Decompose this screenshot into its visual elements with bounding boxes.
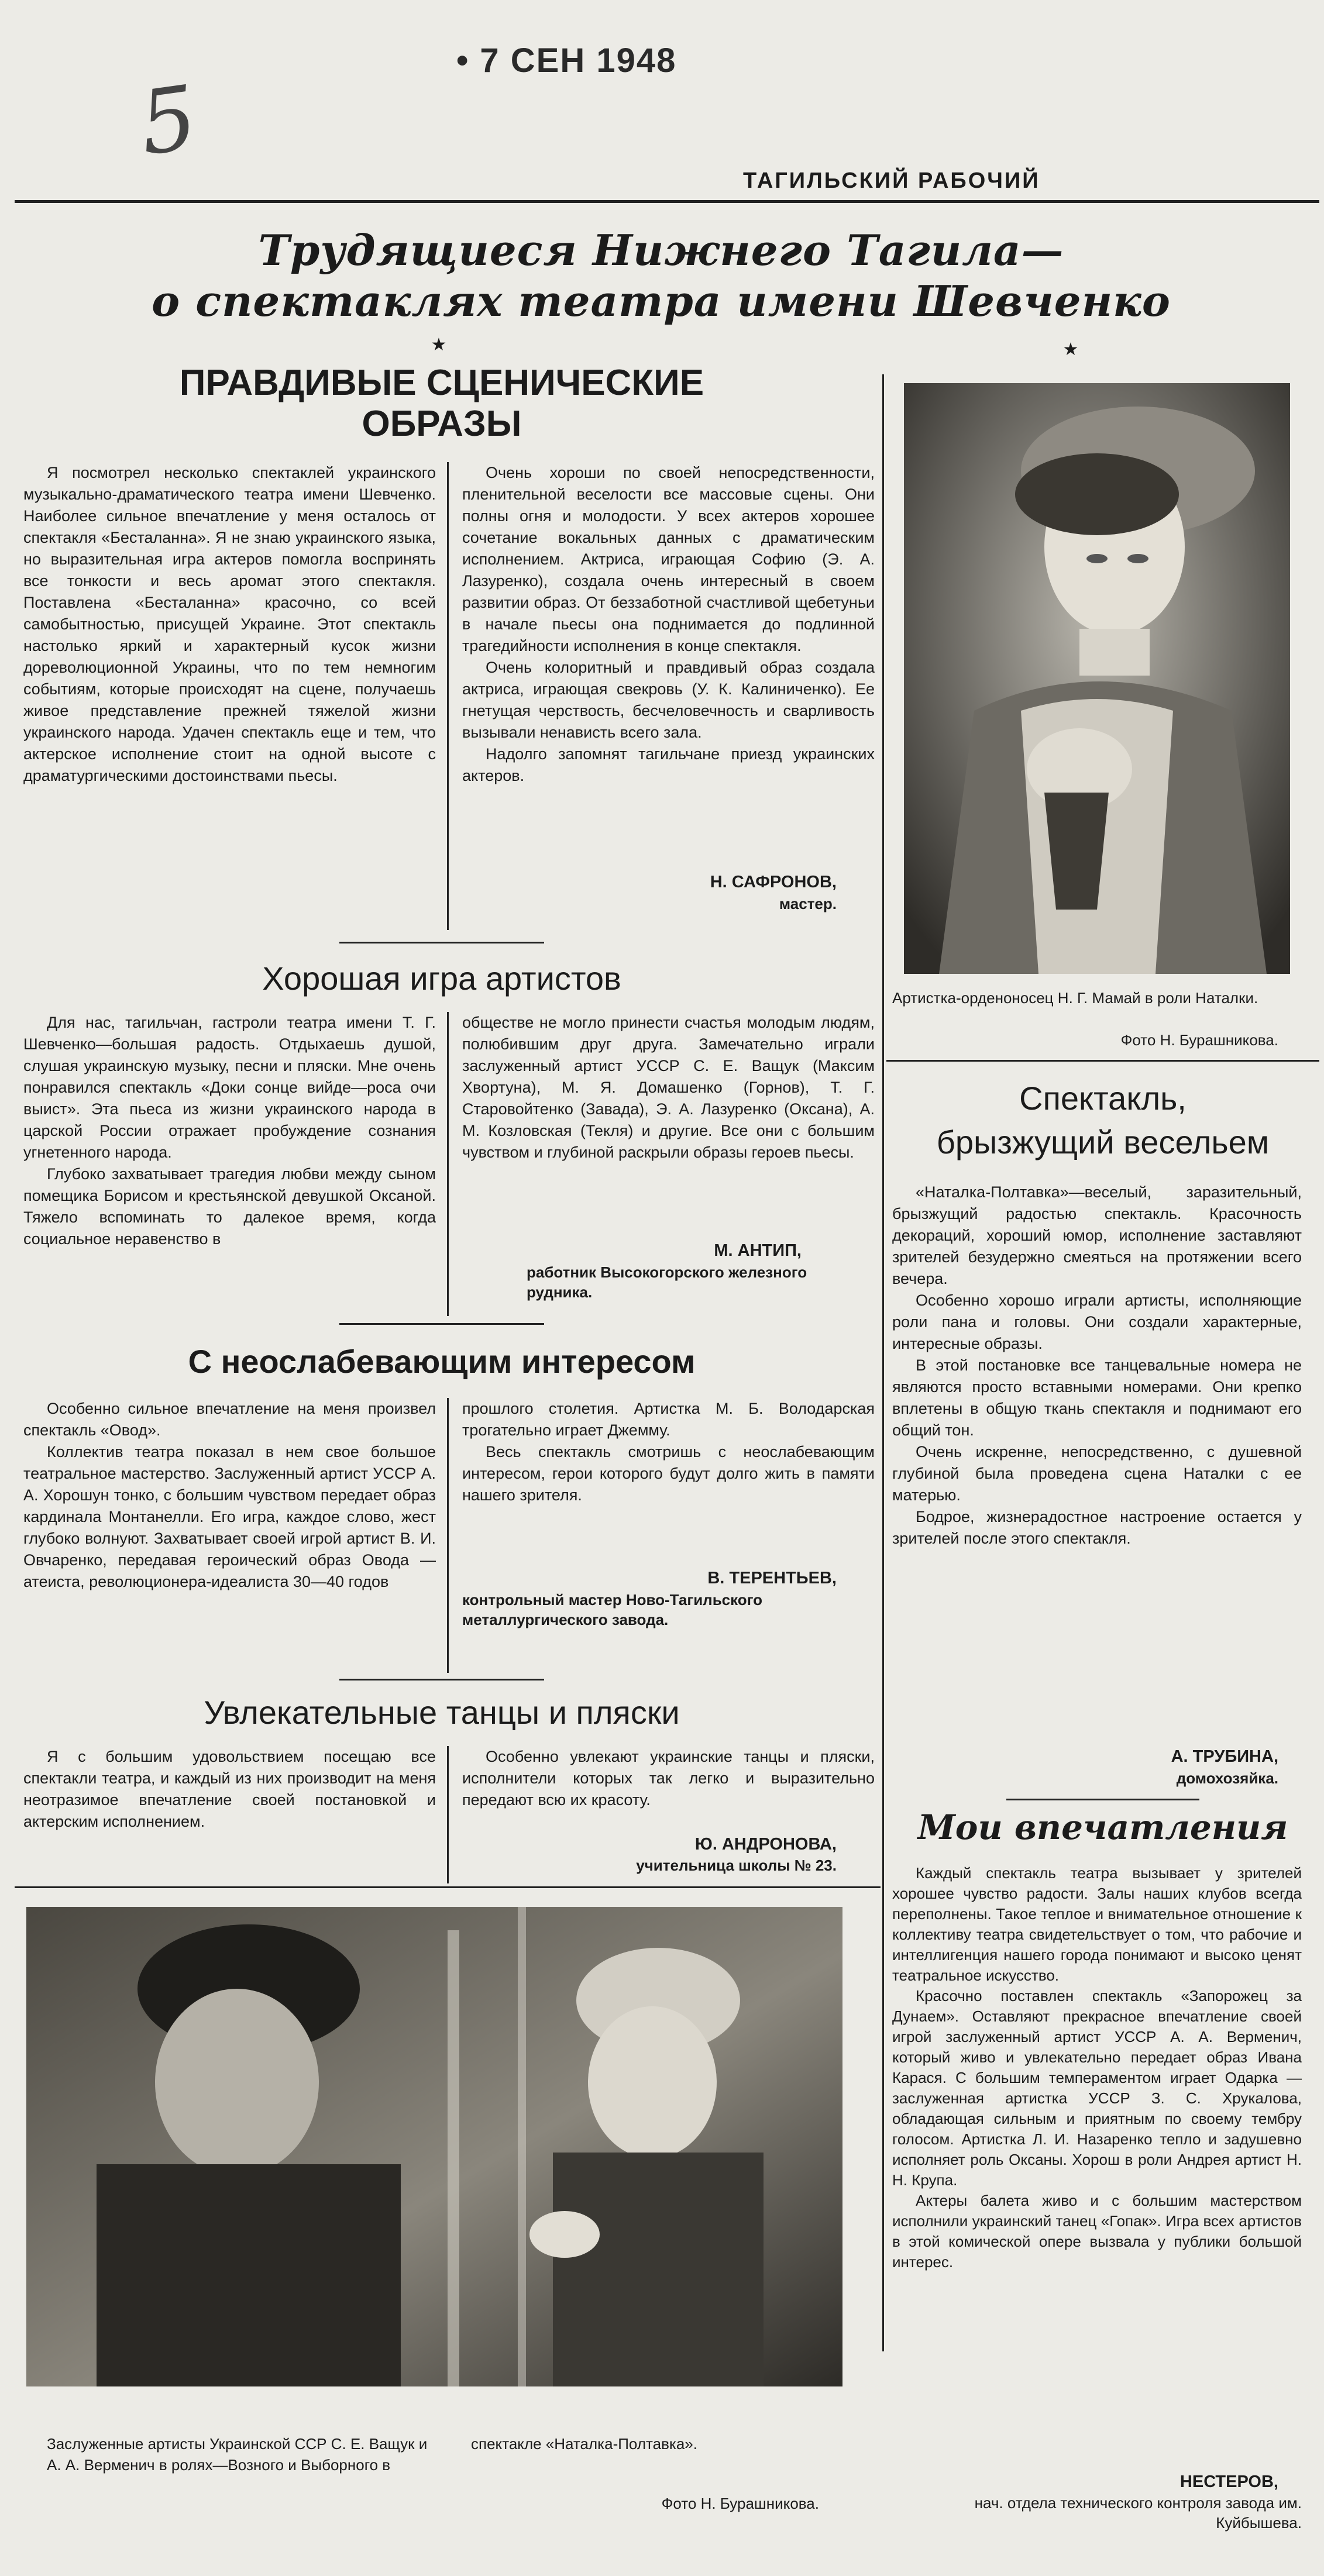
article6-signature: НЕСТЕРОВ,	[1179, 2472, 1278, 2491]
article6-para: Каждый спектакль театра вызывает у зрителей хорошее чувство радости. Залы наших клубов всегда переполнены. Такое теплое и внимательное отношение к коллективу театра свидетельствует о том, что рабочие и интеллигенция нашего города понимают и высоко ценят театральное искусство.	[892, 1864, 1302, 1984]
article1-role: мастер.	[779, 895, 837, 912]
article5-para: Очень искренне, непосредственно, с душевной глубиной была проведена сцена Наталки с ее матерью.	[892, 1443, 1302, 1504]
newspaper-name: ТАГИЛЬСКИЙ РАБОЧИЙ	[743, 168, 1040, 193]
header-rule	[15, 200, 1319, 203]
article5-para: Особенно хорошо играли артисты, исполняющие роли пана и головы. Они создали характерные, интересные образы.	[892, 1292, 1302, 1352]
photo2-credit: Фото Н. Бурашникова.	[661, 2495, 819, 2512]
star-ornament-right: ★	[1062, 340, 1079, 359]
article1-col2-para: Надолго запомнят тагильчане приезд украинских актеров.	[462, 745, 875, 784]
main-title-line1: Трудящиеся Нижнего Тагила—	[258, 225, 1064, 275]
portrait-illustration	[904, 383, 1290, 974]
star-ornament-left: ★	[431, 335, 447, 354]
page-column-divider	[882, 374, 884, 2351]
article1-title-line2: ОБРАЗЫ	[362, 404, 522, 444]
article3-signature: В. ТЕРЕНТЬЕВ,	[707, 1569, 837, 1587]
article1-col2-para: Очень хороши по своей непосредственности, пленительной веселости все массовые сцены. Они полны огня и молодости. У всех актеров хорошее сочетание вокальных данных с драматическим исполнением. Актриса, играющая Софию (Э. А. Лазуренко), создала очень интересный в своем развитии образ. От беззаботной счастливой щебетуньи в начале пьесы она поднимается до подлинной трагедийности исполнения в конце спектакля.	[462, 464, 875, 655]
article3-col1-para: Особенно сильное впечатление на меня произвел спектакль «Овод».	[23, 1400, 436, 1439]
article1-column1	[23, 462, 436, 787]
article4-col2-para: Особенно увлекают украинские танцы и пляски, исполнители которых так легко и выразительно передают всю их красоту.	[462, 1748, 875, 1809]
article3-col1-para: Коллектив театра показал в нем свое большое театральное мастерство. Заслуженный артист УССР А. А. Хорошун тонко, с большим чувством передает образ кардинала Монтанелли. Его игра, каждое слово, жест глубоко волнуют. Захватывает своей игрой артист В. И. Овчаренко, передавая героический образ Овода — атеиста, революционера-идеалиста 30—40 годов	[23, 1443, 436, 1590]
article6-title: Мои впечатления	[917, 1807, 1288, 1847]
article2-role: работник Высокогорского железного рудника.	[527, 1263, 807, 1301]
article2-title: Хорошая игра артистов	[262, 960, 621, 997]
article5-bottom-rule	[1006, 1799, 1199, 1800]
date-stamp: • 7 СЕН 1948	[456, 42, 677, 80]
column-divider	[447, 1012, 449, 1316]
article1-title-line1: ПРАВДИВЫЕ СЦЕНИЧЕСКИЕ	[179, 363, 704, 403]
photo-actors-vashchuk-vermenich	[26, 1907, 842, 2386]
article4-column2	[462, 1746, 875, 1811]
handwritten-page-mark: 5	[133, 67, 204, 175]
article3-title: С неослабевающим интересом	[188, 1343, 696, 1380]
article5-body	[892, 1182, 1302, 1549]
photo-actress-mamai	[904, 383, 1290, 974]
column-divider	[447, 462, 449, 930]
article1-signature: Н. САФРОНОВ,	[710, 873, 837, 891]
column-divider	[447, 1398, 449, 1673]
photo1-caption: Артистка-орденоносец Н. Г. Мамай в роли Наталки.	[892, 989, 1258, 1007]
article6-role: нач. отдела технического контроля завода им. Куйбышева.	[974, 2494, 1302, 2532]
article5-para: «Наталка-Полтавка»—веселый, заразительный, брызжущий радостью спектакль. Красочность декораций, хороший юмор, исполнение заставляют зрителей безудержно смеяться на протяжении всего вечера.	[892, 1183, 1302, 1287]
article5-para: В этой постановке все танцевальные номера не являются просто вставными номерами. Они крепко вплетены в общую ткань спектакля и поднимают его общий тон.	[892, 1356, 1302, 1439]
article4-title: Увлекательные танцы и пляски	[204, 1694, 680, 1731]
article5-signature: А. ТРУБИНА,	[1171, 1747, 1278, 1766]
article4-column1	[23, 1746, 436, 1833]
article2-col2-para: обществе не могло принести счастья молодым людям, полюбившим друг друга. Замечательно играли заслуженный артист УССР С. Е. Ващук (Максим Хвортуна), М. Я. Домашенко (Горнов), Т. Г. Старовойтенко (Завада), Э. А. Лазуренко (Оксана), А. М. Козловская (Текля) и другие. Все они с большим чувством и глубиной раскрыли образы героев пьесы.	[462, 1014, 875, 1161]
article2-column2	[462, 1012, 875, 1163]
article4-col1-para: Я с большим удовольствием посещаю все спектакли театра, и каждый из них производит на меня неотразимое впечатление своей постановкой и актерским исполнением.	[23, 1748, 436, 1830]
article5-title-line1: Спектакль,	[1019, 1080, 1187, 1117]
article2-col1-para: Для нас, тагильчан, гастроли театра имени Т. Г. Шевченко—большая радость. Отдыхаешь душой, слушая украинскую музыку, песни и пляски. Мне очень понравился спектакль «Доки сонце вийде—роса очи выист». Эта пьеса из жизни украинского народа в царской России отражает пробуждение сознания угнетенного народа.	[23, 1014, 436, 1161]
article2-column1	[23, 1012, 436, 1250]
photo1-credit: Фото Н. Бурашникова.	[1120, 1031, 1278, 1049]
article3-col2-para: прошлого столетия. Артистка М. Б. Володарская трогательно играет Джемму.	[462, 1400, 875, 1439]
article4-role: учительница школы № 23.	[636, 1857, 837, 1874]
article1-col2-para: Очень колоритный и правдивый образ создала актриса, играющая свекровь (У. К. Калиниченко). Ее гнетущая черствость, бесчеловечность и сварливость вызывали ненависть всего зала.	[462, 659, 875, 741]
article6-para: Актеры балета живо и с большим мастерством исполнили украинский танец «Гопак». Игра всех артистов в этой комической опере вызвала у публики большой интерес.	[892, 2192, 1302, 2271]
article1-column2	[462, 462, 875, 787]
article5-para: Бодрое, жизнерадостное настроение остается у зрителей после этого спектакля.	[892, 1508, 1302, 1547]
article6-body	[892, 1863, 1302, 2272]
photo1-bottom-rule	[886, 1060, 1319, 1062]
main-title-line2: о спектаклях театра имени Шевченко	[152, 276, 1171, 326]
article4-signature: Ю. АНДРОНОВА,	[694, 1835, 837, 1854]
photo2-caption: Заслуженные артисты Украинской ССР С. Е. Ващук и А. А. Верменич в ролях—Возного и Выборного в спектакле «Наталка-Полтавка».	[47, 2435, 697, 2474]
scene-illustration	[26, 1907, 842, 2386]
article2-bottom-rule	[339, 1323, 544, 1325]
article5-role: домохозяйка.	[1176, 1769, 1278, 1787]
article3-col2-para: Весь спектакль смотришь с неослабевающим интересом, герои которого будут долго жить в памяти нашего зрителя.	[462, 1443, 875, 1504]
column-divider	[447, 1746, 449, 1883]
article5-title-line2: брызжущий весельем	[936, 1124, 1270, 1160]
article2-col1-para: Глубоко захватывает трагедия любви между сыном помещика Борисом и крестьянской девушкой Оксаной. Тяжело вспоминать то далекое время, когда социальное неравенство в	[23, 1165, 436, 1248]
article4-bottom-rule	[15, 1886, 881, 1888]
article2-signature: М. АНТИП,	[714, 1241, 802, 1260]
article3-column2	[462, 1398, 875, 1506]
article6-para: Красочно поставлен спектакль «Запорожец за Дунаем». Оставляют прекрасное впечатление своей игрой заслуженный артист УССР А. А. Верменич, который живо и увлекательно передает образ Ивана Карася. С большим темпераментом играет Одарка — заслуженная артистка УССР З. С. Хрукалова, обладающая сильным и приятным по своему тембру голосом. Артистка Л. И. Назаренко тепло и задушевно исполняет роль Оксаны. Хорош в роли Андрея артист Н. Н. Крупа.	[892, 1987, 1302, 2189]
article3-bottom-rule	[339, 1679, 544, 1680]
article3-column1	[23, 1398, 436, 1593]
article1-col1-para: Я посмотрел несколько спектаклей украинского музыкально-драматического театра имени Шевченко. Наиболее сильное впечатление у меня осталось от спектакля «Бесталанна». Я не знаю украинского языка, но выразительная игра актеров помогла воспринять все тонкости и весь аромат этого спектакля. Поставлена «Бесталанна» красочно, со всей самобытностью, присущей Украине. Этот спектакль настолько яркий и характерный кусок жизни дореволюционной Украины, что по тем немногим событиям, которые происходят на сцене, получаешь живое представление прежней тяжелой жизни украинского народа. Удачен спектакль еще и тем, что актерское исполнение стоит на одной высоте с драматургическими достоинствами пьесы.	[23, 464, 436, 784]
article3-role: контрольный мастер Ново-Тагильского металлургического завода.	[462, 1591, 763, 1628]
article2-top-rule	[339, 942, 544, 943]
